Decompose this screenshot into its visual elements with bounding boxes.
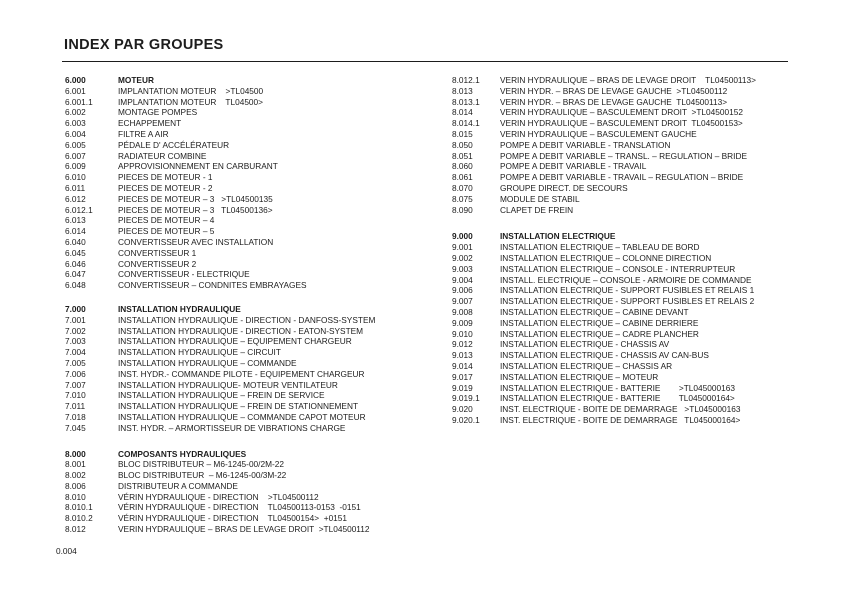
- entry-label: CONVERTISSEUR 1: [118, 247, 197, 258]
- entry-label: CONVERTISSEUR – CONDNITES EMBRAYAGES: [118, 280, 307, 291]
- entry-label: INST. ELECTRIQUE - BOITE DE DEMARRAGE TL045000164>: [500, 414, 741, 425]
- entry-number: 9.019: [452, 382, 473, 393]
- entry-label: INSTALLATION HYDRAULIQUE – COMMANDE: [118, 357, 297, 368]
- entry-number: 9.004: [452, 274, 473, 285]
- entry-label: BLOC DISTRIBUTEUR – M6-1245-00/2M-22: [118, 459, 284, 470]
- index-row: [65, 86, 375, 97]
- entry-label: INSTALLATION ELECTRIQUE – CADRE PLANCHER: [500, 328, 699, 339]
- entry-number: 7.010: [65, 390, 86, 401]
- entry-number: 8.010.2: [65, 513, 93, 524]
- entry-label: PIECES DE MOTEUR - 2: [118, 182, 213, 193]
- index-row: [452, 86, 756, 97]
- entry-label: CLAPET DE FREIN: [500, 204, 574, 215]
- entry-number: 6.046: [65, 258, 86, 269]
- entry-label: INSTALLATION ELECTRIQUE - CHASSIS AV CAN-BUS: [500, 350, 709, 361]
- entry-label: VERIN HYDR. – BRAS DE LEVAGE GAUCHE >TL04500112: [500, 85, 728, 96]
- entry-number: 8.006: [65, 480, 86, 491]
- entry-number: 6.009: [65, 161, 86, 172]
- entry-label: FILTRE A AIR: [118, 128, 169, 139]
- entry-number: 6.007: [65, 150, 86, 161]
- entry-number: 8.014: [452, 107, 473, 118]
- index-column-left: [65, 75, 375, 535]
- index-row: [65, 161, 375, 172]
- entry-label: POMPE A DEBIT VARIABLE – TRANSL. – REGULATION – BRIDE: [500, 150, 747, 161]
- entry-number: 9.000: [452, 231, 473, 242]
- index-row: [452, 350, 756, 361]
- entry-label: VERIN HYDRAULIQUE – BASCULEMENT DROIT >TL04500152: [500, 107, 743, 118]
- group-header-row: [452, 231, 756, 242]
- entry-label: VÉRIN HYDRAULIQUE - DIRECTION >TL04500112: [118, 491, 319, 502]
- entry-label: INSTALLATION HYDRAULIQUE- MOTEUR VENTILATEUR: [118, 379, 338, 390]
- entry-number: 8.061: [452, 172, 473, 183]
- entry-label: VERIN HYDR. – BRAS DE LEVAGE GAUCHE TL04500113>: [500, 96, 728, 107]
- index-row: [452, 361, 756, 372]
- index-section-moteur: [65, 75, 375, 291]
- index-row: [65, 336, 375, 347]
- entry-number: 9.020.1: [452, 414, 480, 425]
- entry-number: 9.013: [452, 350, 473, 361]
- index-row: [65, 390, 375, 401]
- index-row: [452, 97, 756, 108]
- entry-label: INSTALLATION ELECTRIQUE - SUPPORT FUSIBLES ET RELAIS 2: [500, 296, 755, 307]
- entry-label: POMPE A DEBIT VARIABLE - TRAVAIL: [500, 161, 647, 172]
- index-row: [65, 107, 375, 118]
- index-row: [452, 253, 756, 264]
- entry-label: INSTALLATION HYDRAULIQUE - DIRECTION - DANFOSS-SYSTEM: [118, 314, 376, 325]
- entry-number: 8.001: [65, 459, 86, 470]
- entry-number: 9.020: [452, 404, 473, 415]
- entry-number: 8.014.1: [452, 118, 480, 129]
- entry-label: PIECES DE MOTEUR - 1: [118, 172, 213, 183]
- entry-number: 8.070: [452, 182, 473, 193]
- index-row: [452, 205, 756, 216]
- index-row: [452, 296, 756, 307]
- index-row: [452, 183, 756, 194]
- index-row: [452, 172, 756, 183]
- index-row: [452, 307, 756, 318]
- index-row: [452, 242, 756, 253]
- entry-number: 6.002: [65, 107, 86, 118]
- index-section-installation-electrique: [452, 231, 756, 425]
- entry-label: INSTALLATION HYDRAULIQUE – COMMANDE CAPOT MOTEUR: [118, 411, 366, 422]
- entry-number: 7.003: [65, 336, 86, 347]
- entry-label: BLOC DISTRIBUTEUR – M6-1245-00/3M-22: [118, 470, 287, 481]
- title-underline: [62, 61, 788, 62]
- entry-number: 6.013: [65, 215, 86, 226]
- index-row: [452, 107, 756, 118]
- entry-number: 6.045: [65, 247, 86, 258]
- entry-number: 7.007: [65, 379, 86, 390]
- index-row: [452, 151, 756, 162]
- entry-number: 6.001: [65, 85, 86, 96]
- entry-label: INSTALLATION HYDRAULIQUE – CIRCUIT: [118, 347, 281, 358]
- entry-label: PIECES DE MOTEUR – 5: [118, 226, 215, 237]
- index-row: [65, 118, 375, 129]
- index-row: [65, 97, 375, 108]
- entry-number: 8.013.1: [452, 96, 480, 107]
- group-header-row: [65, 449, 375, 460]
- entry-label: MONTAGE POMPES: [118, 107, 198, 118]
- entry-number: 8.090: [452, 204, 473, 215]
- index-row: [65, 129, 375, 140]
- entry-label: PIECES DE MOTEUR – 3 >TL04500135: [118, 193, 273, 204]
- index-row: [65, 315, 375, 326]
- index-row: [65, 481, 375, 492]
- entry-number: 9.017: [452, 371, 473, 382]
- entry-label: INSTALLATION ELECTRIQUE – TABLEAU DE BORD: [500, 242, 700, 253]
- index-row: [65, 326, 375, 337]
- entry-number: 9.014: [452, 360, 473, 371]
- entry-label: POMPE A DEBIT VARIABLE - TRANSLATION: [500, 139, 671, 150]
- entry-label: INST. ELECTRIQUE - BOITE DE DEMARRAGE >TL045000163: [500, 404, 741, 415]
- index-row: [452, 75, 756, 86]
- index-row: [65, 459, 375, 470]
- entry-label: VERIN HYDRAULIQUE – BRAS DE LEVAGE DROIT >TL04500112: [118, 524, 370, 535]
- page-number: 0.004: [56, 546, 77, 556]
- entry-label: PIECES DE MOTEUR – 3 TL04500136>: [118, 204, 273, 215]
- entry-number: 7.000: [65, 303, 86, 314]
- group-header-row: [65, 75, 375, 86]
- index-row: [65, 502, 375, 513]
- entry-number: 9.007: [452, 296, 473, 307]
- entry-label: INSTALLATION HYDRAULIQUE: [118, 303, 241, 314]
- index-row: [452, 140, 756, 151]
- entry-number: 8.010.1: [65, 502, 93, 513]
- entry-number: 8.010: [65, 491, 86, 502]
- entry-label: INSTALLATION ELECTRIQUE - BATTERIE TL045000164>: [500, 393, 735, 404]
- entry-number: 7.018: [65, 411, 86, 422]
- entry-number: 6.012.1: [65, 204, 93, 215]
- entry-label: MOTEUR: [118, 75, 154, 85]
- entry-label: INSTALLATION ELECTRIQUE - SUPPORT FUSIBLES ET RELAIS 1: [500, 285, 755, 296]
- group-header-row: [65, 304, 375, 315]
- entry-number: 7.005: [65, 357, 86, 368]
- index-row: [65, 183, 375, 194]
- index-row: [65, 423, 375, 434]
- index-section-installation-hydraulique: [65, 304, 375, 434]
- index-row: [452, 285, 756, 296]
- index-row: [452, 275, 756, 286]
- entry-number: 9.003: [452, 263, 473, 274]
- entry-number: 9.008: [452, 306, 473, 317]
- index-row: [65, 524, 375, 535]
- index-row: [65, 269, 375, 280]
- index-row: [65, 347, 375, 358]
- entry-number: 6.001.1: [65, 96, 93, 107]
- entry-number: 9.001: [452, 242, 473, 253]
- entry-number: 7.045: [65, 422, 86, 433]
- entry-label: INST. HYDR. – ARMORTISSEUR DE VIBRATIONS CHARGE: [118, 422, 346, 433]
- entry-label: INSTALLATION HYDRAULIQUE – EQUIPEMENT CHARGEUR: [118, 336, 352, 347]
- entry-label: INSTALLATION HYDRAULIQUE - DIRECTION - EATON-SYSTEM: [118, 325, 364, 336]
- index-row: [65, 358, 375, 369]
- index-row: [65, 259, 375, 270]
- entry-number: 8.012.1: [452, 75, 480, 85]
- index-section-composants-hydrauliques: [65, 449, 375, 535]
- entry-number: 7.002: [65, 325, 86, 336]
- entry-label: INSTALLATION ELECTRIQUE - BATTERIE >TL045000163: [500, 382, 735, 393]
- index-row: [65, 205, 375, 216]
- entry-label: CONVERTISSEUR 2: [118, 258, 197, 269]
- index-row: [65, 369, 375, 380]
- entry-number: 8.051: [452, 150, 473, 161]
- entry-number: 9.010: [452, 328, 473, 339]
- entry-label: COMPOSANTS HYDRAULIQUES: [118, 448, 247, 459]
- entry-number: 8.002: [65, 470, 86, 481]
- entry-number: 8.015: [452, 128, 473, 139]
- index-row: [452, 318, 756, 329]
- index-row: [452, 404, 756, 415]
- entry-number: 6.010: [65, 172, 86, 183]
- entry-number: 7.011: [65, 401, 86, 412]
- entry-label: VÉRIN HYDRAULIQUE - DIRECTION TL04500154> +0151: [118, 513, 348, 524]
- entry-number: 8.060: [452, 161, 473, 172]
- entry-number: 8.000: [65, 448, 86, 459]
- entry-label: INSTALLATION HYDRAULIQUE – FREIN DE SERVICE: [118, 390, 325, 401]
- entry-label: INSTALLATION ELECTRIQUE: [500, 231, 616, 242]
- index-row: [452, 118, 756, 129]
- index-row: [65, 226, 375, 237]
- entry-number: 6.011: [65, 182, 86, 193]
- entry-label: INSTALLATION ELECTRIQUE – CABINE DERRIERE: [500, 317, 699, 328]
- index-row: [65, 172, 375, 183]
- entry-number: 6.047: [65, 269, 86, 280]
- entry-number: 6.003: [65, 118, 86, 129]
- index-row: [65, 140, 375, 151]
- entry-label: VÉRIN HYDRAULIQUE - DIRECTION TL04500113-0153 -0151: [118, 502, 361, 513]
- entry-number: 6.040: [65, 236, 86, 247]
- index-row: [452, 329, 756, 340]
- entry-number: 7.001: [65, 314, 86, 325]
- entry-label: IMPLANTATION MOTEUR >TL04500: [118, 85, 264, 96]
- index-row: [65, 470, 375, 481]
- entry-label: INSTALLATION ELECTRIQUE – COLONNE DIRECTION: [500, 252, 712, 263]
- index-row: [452, 372, 756, 383]
- index-section-composants-hydrauliques-suite: [452, 75, 756, 215]
- entry-label: GROUPE DIRECT. DE SECOURS: [500, 182, 628, 193]
- entry-label: CONVERTISSEUR - ELECTRIQUE: [118, 269, 250, 280]
- index-row: [65, 194, 375, 205]
- entry-number: 7.006: [65, 368, 86, 379]
- index-row: [452, 383, 756, 394]
- index-row: [452, 415, 756, 426]
- entry-label: INSTALL. ELECTRIQUE – CONSOLE - ARMOIRE DE COMMANDE: [500, 274, 752, 285]
- index-row: [65, 151, 375, 162]
- index-row: [452, 129, 756, 140]
- entry-label: POMPE A DEBIT VARIABLE - TRAVAIL – REGULATION – BRIDE: [500, 172, 744, 183]
- entry-number: 9.009: [452, 317, 473, 328]
- index-row: [65, 412, 375, 423]
- entry-label: RADIATEUR COMBINE: [118, 150, 207, 161]
- entry-label: INSTALLATION ELECTRIQUE - CHASSIS AV: [500, 339, 670, 350]
- entry-label: PIECES DE MOTEUR – 4: [118, 215, 215, 226]
- entry-label: PÉDALE D' ACCÉLÉRATEUR: [118, 139, 230, 150]
- entry-number: 9.012: [452, 339, 473, 350]
- index-row: [65, 280, 375, 291]
- entry-number: 6.005: [65, 139, 86, 150]
- entry-number: 6.014: [65, 226, 86, 237]
- page-title: INDEX PAR GROUPES: [64, 37, 224, 53]
- entry-label: VERIN HYDRAULIQUE – BASCULEMENT DROIT TL04500153>: [500, 118, 743, 129]
- index-row: [452, 161, 756, 172]
- entry-number: 7.004: [65, 347, 86, 358]
- index-row: [65, 513, 375, 524]
- index-row: [65, 215, 375, 226]
- index-row: [452, 339, 756, 350]
- entry-label: INSTALLATION ELECTRIQUE – CONSOLE - INTERRUPTEUR: [500, 263, 736, 274]
- entry-label: VERIN HYDRAULIQUE – BRAS DE LEVAGE DROIT TL04500113>: [500, 75, 756, 85]
- entry-label: DISTRIBUTEUR A COMMANDE: [118, 480, 238, 491]
- entry-number: 8.012: [65, 524, 86, 535]
- entry-label: INSTALLATION ELECTRIQUE – MOTEUR: [500, 371, 659, 382]
- entry-number: 6.012: [65, 193, 86, 204]
- entry-label: CONVERTISSEUR AVEC INSTALLATION: [118, 236, 274, 247]
- entry-number: 6.004: [65, 128, 86, 139]
- entry-label: INSTALLATION HYDRAULIQUE – FREIN DE STATIONNEMENT: [118, 401, 359, 412]
- index-row: [65, 492, 375, 503]
- index-row: [452, 393, 756, 404]
- entry-number: 6.000: [65, 75, 86, 85]
- entry-number: 9.006: [452, 285, 473, 296]
- index-column-right: [452, 75, 756, 426]
- index-row: [452, 264, 756, 275]
- entry-number: 9.019.1: [452, 393, 480, 404]
- entry-label: VERIN HYDRAULIQUE – BASCULEMENT GAUCHE: [500, 128, 697, 139]
- index-row: [452, 194, 756, 205]
- entry-label: INSTALLATION ELECTRIQUE – CABINE DEVANT: [500, 306, 689, 317]
- index-row: [65, 248, 375, 259]
- entry-number: 6.048: [65, 280, 86, 291]
- entry-label: INSTALLATION ELECTRIQUE – CHASSIS AR: [500, 360, 673, 371]
- entry-number: 9.002: [452, 252, 473, 263]
- entry-label: ECHAPPEMENT: [118, 118, 182, 129]
- index-row: [65, 237, 375, 248]
- entry-number: 8.075: [452, 193, 473, 204]
- entry-number: 8.013: [452, 85, 473, 96]
- index-row: [65, 401, 375, 412]
- index-row: [65, 380, 375, 391]
- entry-label: APPROVISIONNEMENT EN CARBURANT: [118, 161, 278, 172]
- entry-number: 8.050: [452, 139, 473, 150]
- entry-label: MODULE DE STABIL: [500, 193, 580, 204]
- entry-label: INST. HYDR.- COMMANDE PILOTE - EQUIPEMENT CHARGEUR: [118, 368, 365, 379]
- entry-label: IMPLANTATION MOTEUR TL04500>: [118, 96, 264, 107]
